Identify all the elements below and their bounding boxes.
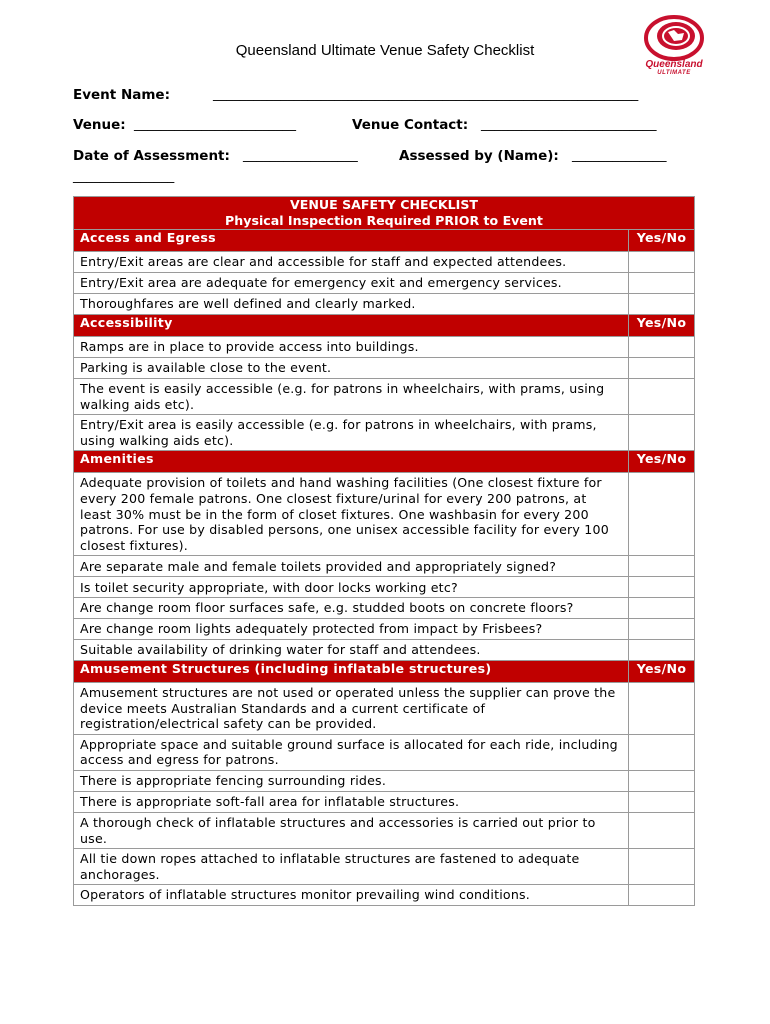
checklist-row: [74, 273, 695, 294]
yes-no-answer-cell[interactable]: [629, 812, 695, 848]
date-of-assessment-field[interactable]: _________________: [243, 147, 358, 163]
venue-label: Venue:: [73, 117, 126, 133]
venue-field[interactable]: ________________________: [134, 116, 296, 132]
checklist-item: Suitable availability of drinking water for staff and attendees.: [74, 639, 629, 660]
checklist-item: Amusement structures are not used or operated unless the supplier can prove the device meets Australian Standards and a current certificate of registration/electrical safety can be provided.: [74, 682, 629, 734]
yes-no-answer-cell[interactable]: [629, 379, 695, 415]
yes-no-answer-cell[interactable]: [629, 358, 695, 379]
yes-no-answer-cell[interactable]: [629, 682, 695, 734]
yes-no-answer-cell[interactable]: [629, 473, 695, 556]
checklist-row: [74, 337, 695, 358]
assessed-by-overflow-line[interactable]: _______________: [73, 168, 175, 184]
checklist-row: [74, 639, 695, 660]
checklist-row: [74, 556, 695, 577]
checklist-row: [74, 473, 695, 556]
checklist-row: [74, 734, 695, 770]
checklist-row: [74, 849, 695, 885]
checklist-item: Are change room lights adequately protected from impact by Frisbees?: [74, 618, 629, 639]
logo-wordmark: Queensland ULTIMATE: [645, 59, 703, 76]
checklist-item: Thoroughfares are well defined and clearly marked.: [74, 294, 629, 315]
checklist-row: [74, 791, 695, 812]
checklist-row: [74, 682, 695, 734]
checklist-item: Entry/Exit areas are clear and accessible for staff and expected attendees.: [74, 252, 629, 273]
checklist-row: [74, 252, 695, 273]
yes-no-answer-cell[interactable]: [629, 273, 695, 294]
checklist-item: There is appropriate soft-fall area for inflatable structures.: [74, 791, 629, 812]
yes-no-answer-cell[interactable]: [629, 791, 695, 812]
yes-no-answer-cell[interactable]: [629, 770, 695, 791]
yes-no-column-header: Yes/No: [629, 660, 695, 682]
checklist-row: [74, 379, 695, 415]
checklist-item: Entry/Exit area are adequate for emergency exit and emergency services.: [74, 273, 629, 294]
event-name-label: Event Name:: [73, 87, 170, 103]
yes-no-answer-cell[interactable]: [629, 734, 695, 770]
checklist-item: Are separate male and female toilets provided and appropriately signed?: [74, 556, 629, 577]
checklist-item: The event is easily accessible (e.g. for patrons in wheelchairs, with prams, using walking aids etc).: [74, 379, 629, 415]
checklist-item: Parking is available close to the event.: [74, 358, 629, 379]
checklist-row: [74, 618, 695, 639]
yes-no-answer-cell[interactable]: [629, 639, 695, 660]
yes-no-answer-cell[interactable]: [629, 598, 695, 619]
document-title: Queensland Ultimate Venue Safety Checklist: [235, 42, 535, 59]
assessed-by-label: Assessed by (Name):: [399, 148, 559, 164]
checklist-item: Appropriate space and suitable ground surface is allocated for each ride, including access and egress for patrons.: [74, 734, 629, 770]
yes-no-answer-cell[interactable]: [629, 849, 695, 885]
date-of-assessment-label: Date of Assessment:: [73, 148, 230, 164]
checklist-row: [74, 294, 695, 315]
section-title: Access and Egress: [74, 230, 629, 252]
yes-no-column-header: Yes/No: [629, 315, 695, 337]
checklist-heading-row: [74, 197, 695, 230]
checklist-item: There is appropriate fencing surrounding rides.: [74, 770, 629, 791]
yes-no-answer-cell[interactable]: [629, 337, 695, 358]
checklist-row: [74, 885, 695, 906]
checklist-heading: VENUE SAFETY CHECKLIST Physical Inspection Required PRIOR to Event: [74, 197, 695, 230]
checklist-item: Ramps are in place to provide access into buildings.: [74, 337, 629, 358]
yes-no-answer-cell[interactable]: [629, 415, 695, 451]
checklist-row: [74, 598, 695, 619]
yes-no-answer-cell[interactable]: [629, 556, 695, 577]
checklist-item: Entry/Exit area is easily accessible (e.g. for patrons in wheelchairs, with prams, using walking aids etc).: [74, 415, 629, 451]
section-header-amenities: [74, 451, 695, 473]
checklist-row: [74, 358, 695, 379]
venue-contact-field[interactable]: __________________________: [481, 116, 657, 132]
checklist-row: [74, 577, 695, 598]
checklist-item: A thorough check of inflatable structures and accessories is carried out prior to use.: [74, 812, 629, 848]
checklist-item: Are change room floor surfaces safe, e.g. studded boots on concrete floors?: [74, 598, 629, 619]
checklist-item: Operators of inflatable structures monitor prevailing wind conditions.: [74, 885, 629, 906]
section-header-amusement-structures: [74, 660, 695, 682]
yes-no-answer-cell[interactable]: [629, 294, 695, 315]
event-name-field[interactable]: _______________________________________________________________: [213, 86, 639, 102]
section-title: Accessibility: [74, 315, 629, 337]
venue-contact-label: Venue Contact:: [352, 117, 469, 133]
yes-no-answer-cell[interactable]: [629, 618, 695, 639]
checklist-item: All tie down ropes attached to inflatable structures are fastened to adequate anchorages.: [74, 849, 629, 885]
checklist-item: Is toilet security appropriate, with door locks working etc?: [74, 577, 629, 598]
section-header-accessibility: [74, 315, 695, 337]
yes-no-column-header: Yes/No: [629, 230, 695, 252]
checklist-row: [74, 415, 695, 451]
yes-no-answer-cell[interactable]: [629, 252, 695, 273]
assessed-by-field[interactable]: ______________: [572, 147, 667, 163]
venue-safety-checklist-table: [73, 196, 695, 906]
section-title: Amenities: [74, 451, 629, 473]
section-header-access-egress: [74, 230, 695, 252]
checklist-row: [74, 770, 695, 791]
yes-no-answer-cell[interactable]: [629, 885, 695, 906]
checklist-row: [74, 812, 695, 848]
yes-no-column-header: Yes/No: [629, 451, 695, 473]
checklist-item: Adequate provision of toilets and hand washing facilities (One closest fixture for every 200 female patrons. One closest fixture/urinal for every 200 patrons, at least 30% must be in the form of closet fixtures. One washbasin for every 200 patrons. For use by disabled persons, one unisex accessible facility for every 100 closest fixtures).: [74, 473, 629, 556]
section-title: Amusement Structures (including inflatable structures): [74, 660, 629, 682]
yes-no-answer-cell[interactable]: [629, 577, 695, 598]
